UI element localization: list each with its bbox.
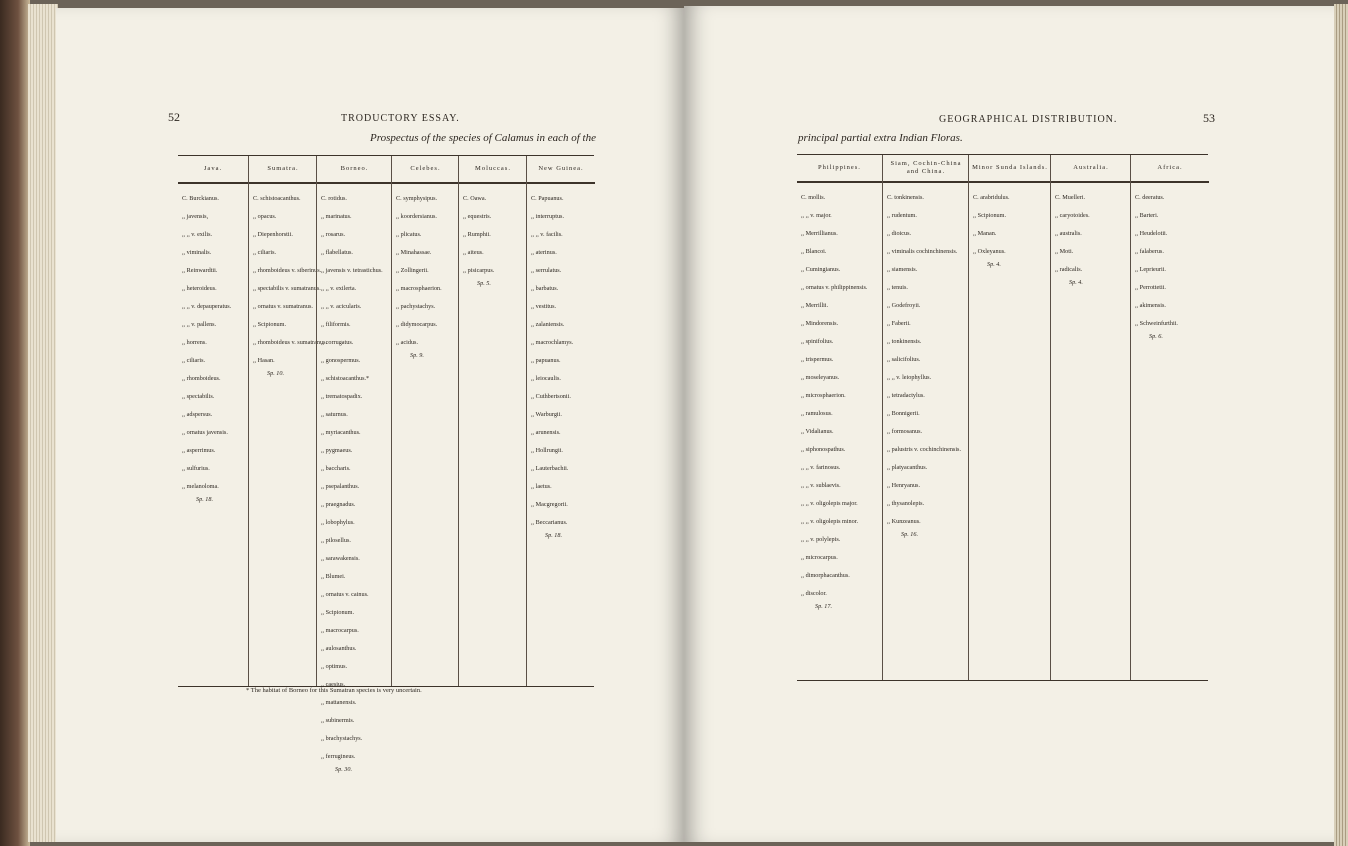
species-entry: C. Muelleri. — [1055, 194, 1086, 201]
species-entry: ,, macrocarpus. — [321, 627, 359, 634]
species-entry: ,, tenuis. — [887, 284, 908, 291]
species-entry: ,, rhomboideus v. siberinus. — [253, 267, 322, 274]
species-entry: ,, saturnus. — [321, 411, 348, 418]
species-count: Sp. 4. — [987, 261, 1001, 268]
species-entry: ,, ,, v. farinosus. — [801, 464, 841, 471]
species-entry: ,, Henryanus. — [887, 482, 920, 489]
column-header: Siam, Cochin-China and China. — [883, 155, 969, 183]
species-entry: C. rotidus. — [321, 195, 347, 202]
column-header: Australia. — [1051, 155, 1131, 183]
species-entry: ,, spectabilis v. sumatranus. — [253, 285, 321, 292]
column-philippines — [797, 155, 882, 680]
species-entry: ,, Moti. — [1055, 248, 1074, 255]
species-entry: ,, microsphaerion. — [801, 392, 846, 399]
species-entry: ,, Schweinfurthii. — [1135, 320, 1178, 327]
species-entry: ,, horrens. — [182, 339, 207, 346]
page-number-left: 52 — [168, 110, 180, 124]
species-entry: ,, Diepenhorstii. — [253, 231, 293, 238]
species-entry: ,, Cumingianus. — [801, 266, 841, 273]
page-number-right: 53 — [1203, 111, 1215, 125]
species-entry: ,, spectabilis. — [182, 393, 215, 400]
column-moluccas — [458, 156, 527, 686]
species-entry: C. Oawa. — [463, 195, 487, 202]
species-entry: ,, aterinus. — [531, 249, 557, 256]
species-entry: ,, falaberus. — [1135, 248, 1164, 255]
species-entry: ,, Blancoi. — [801, 248, 827, 255]
species-entry: ,, Blumei. — [321, 573, 346, 580]
species-entry: ,, lobophylus. — [321, 519, 355, 526]
running-head-right: GEOGRAPHICAL DISTRIBUTION. — [939, 114, 1118, 125]
species-entry: ,, myriacanthus. — [321, 429, 361, 436]
species-entry: ,, Zollingerii. — [396, 267, 429, 274]
species-entry: ,, filiformis. — [321, 321, 351, 328]
column-new-guinea — [526, 156, 595, 686]
species-entry: ,, ,, v. oligolepis minor. — [801, 518, 859, 525]
species-entry: ,, brachystachys. — [321, 735, 363, 742]
species-entry: ,, opacus. — [253, 213, 277, 220]
species-entry: ,, formosanus. — [887, 428, 923, 435]
species-entry: ,, didymocarpus. — [396, 321, 438, 328]
species-entry: ,, Barteri. — [1135, 212, 1159, 219]
species-entry: ,, australis. — [1055, 230, 1082, 237]
species-entry: ,, aiteus. — [463, 249, 484, 256]
species-entry: ,, psepalanthus. — [321, 483, 360, 490]
species-entry: ,, aulosanthus. — [321, 645, 357, 652]
species-entry: ,, macrochlamys. — [531, 339, 574, 346]
species-entry: ,, leiocaulis. — [531, 375, 561, 382]
column-sumatra — [248, 156, 328, 686]
species-entry: ,, ornatus javensis. — [182, 429, 228, 436]
species-entry: ,, baccharis. — [321, 465, 351, 472]
species-entry: ,, ornatus v. philippinensis. — [801, 284, 868, 291]
species-entry: C. Papuanus. — [531, 195, 564, 202]
page-edges-right — [1334, 4, 1348, 846]
species-entry: ,, trematospadix. — [321, 393, 363, 400]
species-entry: ,, asperrimus. — [182, 447, 216, 454]
species-entry: ,, interruptus. — [531, 213, 564, 220]
species-entry: C. tonkinensis. — [887, 194, 924, 201]
species-entry: ,, optimus. — [321, 663, 348, 670]
column-header: Africa. — [1131, 155, 1209, 183]
species-entry: ,, ornatus v. cainus. — [321, 591, 369, 598]
species-entry: ,, ,, v. polylepis. — [801, 536, 841, 543]
species-entry: ,, Mindorensis. — [801, 320, 839, 327]
species-entry: ,, ,, v. exilis. — [182, 231, 213, 238]
footnote: * The habitat of Borneo for this Sumatran species is very uncertain. — [246, 687, 422, 694]
species-entry: ,, zalaniensis. — [531, 321, 565, 328]
species-entry: ,, melanoloma. — [182, 483, 219, 490]
species-entry: ,, adspersus. — [182, 411, 213, 418]
species-count: Sp. 4. — [1069, 279, 1083, 286]
column-africa — [1130, 155, 1209, 680]
table-subtitle-right: principal partial extra Indian Floras. — [798, 132, 963, 144]
species-entry: ,, Lauterbachii. — [531, 465, 569, 472]
species-entry: ,, palustris v. cochinchinensis. — [887, 446, 962, 453]
species-entry: ,, Manan. — [973, 230, 997, 237]
species-entry: ,, rosarus. — [321, 231, 346, 238]
page-edges-left — [28, 4, 58, 842]
species-entry: ,, javensis v. tetrastichus. — [321, 267, 383, 274]
species-entry: ,, radicalis. — [1055, 266, 1083, 273]
species-entry: ,, ,, v. sublaevis. — [801, 482, 841, 489]
species-count: Sp. 5. — [477, 280, 491, 287]
species-entry: ,, vestitus. — [531, 303, 557, 310]
species-entry: ,, sarawakensis. — [321, 555, 360, 562]
species-entry: ,, macrosphaerion. — [396, 285, 442, 292]
species-entry: ,, Scipionum. — [973, 212, 1007, 219]
species-entry: ,, rhomboideus v. sumatranus. — [253, 339, 328, 346]
column-header: Minor Sunda Islands. — [969, 155, 1051, 183]
species-entry: ,, heteroideus. — [182, 285, 217, 292]
species-entry: ,, pilosellus. — [321, 537, 351, 544]
species-entry: ,, Warburgii. — [531, 411, 562, 418]
species-entry: ,, Scipionum. — [253, 321, 287, 328]
running-head-left: TRODUCTORY ESSAY. — [341, 113, 460, 124]
species-entry: C. deeratus. — [1135, 194, 1165, 201]
species-entry: ,, flabellatus. — [321, 249, 353, 256]
species-entry: ,, equestris. — [463, 213, 492, 220]
species-entry: ,, Heudelotii. — [1135, 230, 1168, 237]
species-entry: ,, corrugatus. — [321, 339, 354, 346]
column-header: Moluccas. — [459, 156, 527, 184]
species-entry: ,, Merrillii. — [801, 302, 829, 309]
species-entry: ,, arunensis. — [531, 429, 561, 436]
species-entry: ,, Godefroyii. — [887, 302, 921, 309]
species-entry: ,, ,, v. facilis. — [531, 231, 563, 238]
species-entry: ,, plicatus. — [396, 231, 422, 238]
species-entry: ,, ornatus v. sumatranus. — [253, 303, 313, 310]
species-entry: ,, Cuthbertsonii. — [531, 393, 571, 400]
species-entry: ,, Beccarianus. — [531, 519, 568, 526]
left-page — [56, 8, 684, 842]
species-entry: ,, ciliaris. — [253, 249, 277, 256]
species-entry: ,, ,, v. acicularis. — [321, 303, 362, 310]
right-page — [684, 6, 1334, 842]
species-entry: ,, Leprieurii. — [1135, 266, 1166, 273]
species-entry: ,, Hasan. — [253, 357, 275, 364]
species-count: Sp. 18. — [545, 532, 563, 539]
species-entry: ,, dimorphacanthus. — [801, 572, 850, 579]
column-minor-sunda — [968, 155, 1051, 680]
species-entry: ,, pisicarpus. — [463, 267, 495, 274]
species-entry: ,, Hollrungii. — [531, 447, 563, 454]
species-entry: ,, microcarpus. — [801, 554, 838, 561]
species-entry: ,, Macgregorii. — [531, 501, 568, 508]
species-entry: ,, Minahassae. — [396, 249, 432, 256]
species-entry: ,, akimensis. — [1135, 302, 1166, 309]
column-header: Sumatra. — [249, 156, 317, 184]
table-subtitle-left: Prospectus of the species of Calamus in each of the — [370, 132, 596, 144]
column-java — [178, 156, 248, 686]
species-entry: ,, Merrillianus. — [801, 230, 838, 237]
species-entry: ,, caesius. — [321, 681, 346, 688]
species-entry: ,, schistoacanthus.* — [321, 375, 370, 382]
species-entry: ,, ,, v. major. — [801, 212, 832, 219]
species-entry: ,, Rumphii. — [463, 231, 491, 238]
species-count: Sp. 17. — [815, 603, 833, 610]
column-header: Philippines. — [797, 155, 882, 183]
species-entry: ,, praegnadus. — [321, 501, 356, 508]
species-entry: ,, tetradactylus. — [887, 392, 925, 399]
species-count: Sp. 18. — [196, 496, 214, 503]
species-entry: ,, spinifolius. — [801, 338, 834, 345]
species-entry: ,, ,, v. leiophyllus. — [887, 374, 932, 381]
species-entry: ,, caryotoides. — [1055, 212, 1090, 219]
species-entry: ,, ferrugineus. — [321, 753, 356, 760]
species-entry: ,, koordersianus. — [396, 213, 437, 220]
species-entry: C. schistoacanthus. — [253, 195, 301, 202]
species-count: Sp. 6. — [1149, 333, 1163, 340]
species-count: Sp. 9. — [410, 352, 424, 359]
species-entry: ,, Oxleyanus. — [973, 248, 1006, 255]
species-count: Sp. 16. — [901, 531, 919, 538]
species-entry: ,, mattanensis. — [321, 699, 357, 706]
species-entry: ,, Vidalianus. — [801, 428, 834, 435]
species-entry: C. Burckianus. — [182, 195, 219, 202]
species-entry: ,, rudentum. — [887, 212, 917, 219]
species-entry: ,, Reinwardtii. — [182, 267, 218, 274]
species-entry: ,, laetus. — [531, 483, 552, 490]
species-entry: ,, ramulosus. — [801, 410, 833, 417]
column-header: Borneo. — [317, 156, 392, 184]
species-entry: C. arabridulus. — [973, 194, 1010, 201]
species-entry: ,, tonkinensis. — [887, 338, 922, 345]
species-entry: ,, ,, v. oligolepis major. — [801, 500, 858, 507]
species-entry: ,, subinermis. — [321, 717, 355, 724]
species-entry: ,, sulfurius. — [182, 465, 210, 472]
species-count: Sp. 10. — [267, 370, 285, 377]
species-entry: ,, dioicus. — [887, 230, 912, 237]
column-header: Celebes. — [392, 156, 459, 184]
species-entry: ,, barbatus. — [531, 285, 559, 292]
species-entry: C. mollis. — [801, 194, 826, 201]
species-entry: ,, Bonnigerii. — [887, 410, 920, 417]
species-entry: ,, moseleyanus. — [801, 374, 840, 381]
book-spine — [0, 0, 30, 846]
species-entry: ,, acidus. — [396, 339, 418, 346]
column-siam-china — [882, 155, 969, 680]
species-count: Sp. 30. — [335, 766, 353, 773]
column-borneo — [316, 156, 392, 773]
species-table-right — [797, 154, 1208, 681]
species-entry: ,, marinatus. — [321, 213, 352, 220]
species-entry: ,, rhomboideus. — [182, 375, 221, 382]
species-entry: ,, platyacanthus. — [887, 464, 928, 471]
species-entry: ,, viminalis cochinchinensis. — [887, 248, 958, 255]
column-celebes — [391, 156, 459, 686]
column-australia — [1050, 155, 1131, 680]
species-entry: ,, Perrottetii. — [1135, 284, 1166, 291]
species-entry: ,, ,, v. exilerta. — [321, 285, 357, 292]
species-entry: ,, Faberii. — [887, 320, 911, 327]
species-entry: ,, salicifolius. — [887, 356, 921, 363]
species-entry: ,, pygmaeus. — [321, 447, 353, 454]
species-entry: ,, gonospermus. — [321, 357, 361, 364]
column-header: Java. — [178, 156, 248, 184]
species-entry: ,, siamensis. — [887, 266, 918, 273]
species-entry: ,, ciliaris. — [182, 357, 206, 364]
species-entry: ,, ,, v. depauperatus. — [182, 303, 232, 310]
species-entry: ,, trispermus. — [801, 356, 834, 363]
species-entry: ,, thysanolepis. — [887, 500, 925, 507]
species-entry: ,, ,, v. pallens. — [182, 321, 217, 328]
species-entry: C. symphysipus. — [396, 195, 438, 202]
species-entry: ,, Kunzeanus. — [887, 518, 921, 525]
species-entry: ,, pachystachys. — [396, 303, 436, 310]
species-entry: ,, viminalis. — [182, 249, 212, 256]
species-entry: ,, siphonospathus. — [801, 446, 846, 453]
species-entry: ,, javensis, — [182, 213, 209, 220]
species-entry: ,, papuanus. — [531, 357, 561, 364]
species-entry: ,, discolor. — [801, 590, 827, 597]
species-entry: ,, serrulatus. — [531, 267, 562, 274]
species-entry: ,, Scipionum. — [321, 609, 355, 616]
column-header: New Guinea. — [527, 156, 595, 184]
